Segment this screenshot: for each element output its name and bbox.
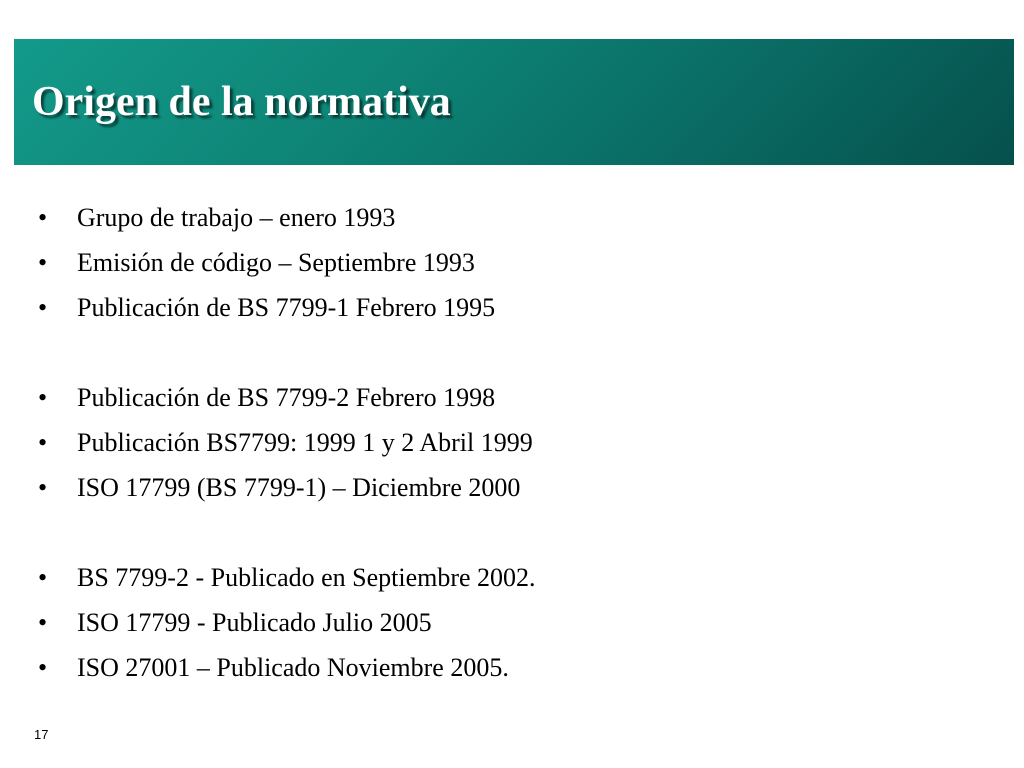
bullet-icon: • [38,248,48,277]
bullet-icon: • [38,608,48,637]
slide-title: Origen de la normativa [32,79,451,125]
bullet-icon: • [38,473,48,502]
bullet-text: Publicación de BS 7799-2 Febrero 1998 [77,383,496,412]
title-banner [14,39,1014,165]
bullet-text: Publicación BS7799: 1999 1 y 2 Abril 1999 [77,428,533,457]
bullet-icon: • [38,563,48,592]
bullet-text: ISO 27001 – Publicado Noviembre 2005. [77,653,509,682]
bullet-text: Publicación de BS 7799-1 Febrero 1995 [77,293,496,322]
bullet-text: ISO 17799 (BS 7799-1) – Diciembre 2000 [77,473,521,502]
bullet-text: ISO 17799 - Publicado Julio 2005 [77,608,432,637]
bullet-icon: • [38,428,48,457]
bullet-text: Emisión de código – Septiembre 1993 [77,248,475,277]
bullet-text: BS 7799-2 - Publicado en Septiembre 2002. [77,563,536,592]
page-number: 17 [34,727,49,742]
bullet-text: Grupo de trabajo – enero 1993 [77,203,396,232]
bullet-icon: • [38,383,48,412]
bullet-icon: • [38,293,48,322]
bullet-icon: • [38,653,48,682]
bullet-icon: • [38,203,48,232]
